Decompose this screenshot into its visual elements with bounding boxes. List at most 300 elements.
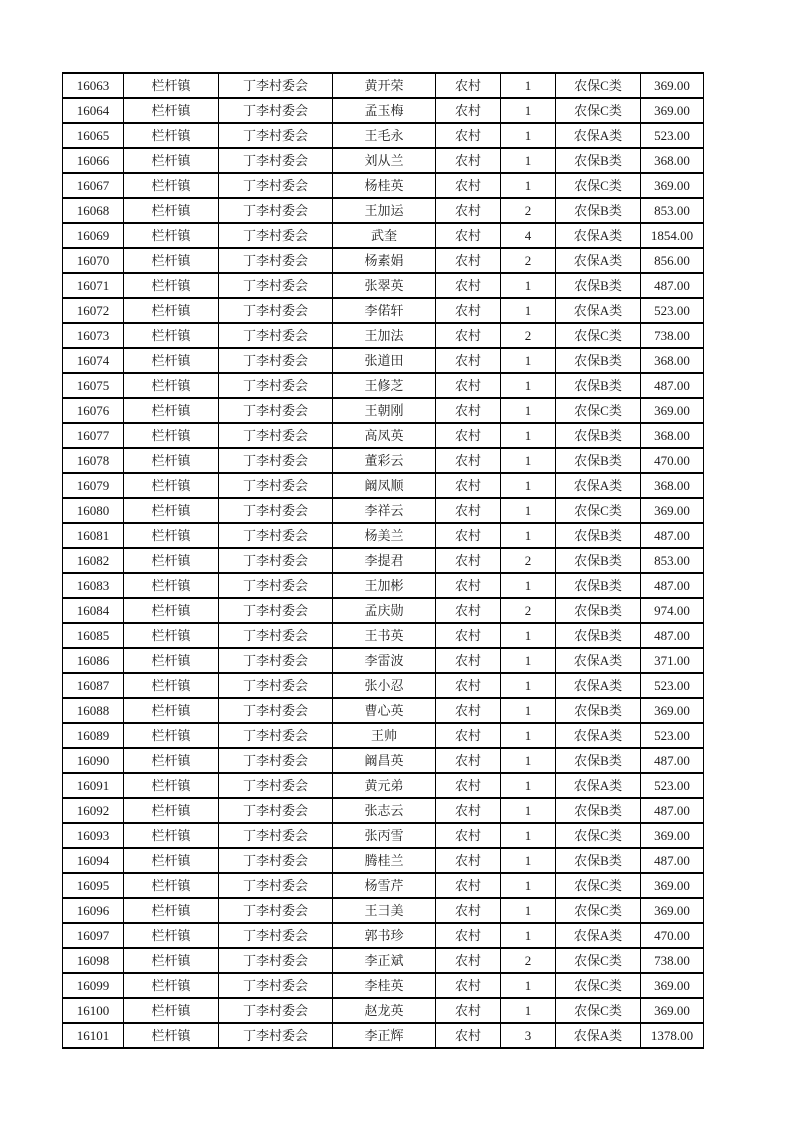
- cell-person-name: 董彩云: [333, 448, 436, 473]
- cell-town: 栏杆镇: [124, 848, 219, 873]
- table-row: [63, 523, 704, 548]
- cell-record-id: 16091: [63, 773, 124, 798]
- cell-village-committee: 丁李村委会: [219, 123, 333, 148]
- cell-record-id: 16081: [63, 523, 124, 548]
- cell-amount: 523.00: [641, 723, 704, 748]
- cell-town: 栏杆镇: [124, 323, 219, 348]
- cell-person-name: 黄元弟: [333, 773, 436, 798]
- cell-person-count: 1: [501, 648, 556, 673]
- cell-residence-type: 农村: [436, 298, 501, 323]
- cell-person-count: 1: [501, 73, 556, 98]
- cell-record-id: 16065: [63, 123, 124, 148]
- cell-person-count: 1: [501, 773, 556, 798]
- cell-person-count: 2: [501, 598, 556, 623]
- cell-village-committee: 丁李村委会: [219, 198, 333, 223]
- cell-insurance-category: 农保C类: [556, 998, 641, 1023]
- cell-residence-type: 农村: [436, 623, 501, 648]
- cell-village-committee: 丁李村委会: [219, 898, 333, 923]
- cell-insurance-category: 农保C类: [556, 398, 641, 423]
- cell-town: 栏杆镇: [124, 973, 219, 998]
- cell-person-name: 李正斌: [333, 948, 436, 973]
- cell-residence-type: 农村: [436, 698, 501, 723]
- cell-residence-type: 农村: [436, 148, 501, 173]
- cell-amount: 523.00: [641, 773, 704, 798]
- cell-village-committee: 丁李村委会: [219, 398, 333, 423]
- cell-insurance-category: 农保B类: [556, 348, 641, 373]
- cell-insurance-category: 农保B类: [556, 523, 641, 548]
- cell-record-id: 16100: [63, 998, 124, 1023]
- cell-person-name: 王加彬: [333, 573, 436, 598]
- cell-person-name: 阚凤顺: [333, 473, 436, 498]
- cell-person-count: 2: [501, 198, 556, 223]
- cell-person-name: 王修芝: [333, 373, 436, 398]
- cell-person-count: 1: [501, 448, 556, 473]
- cell-village-committee: 丁李村委会: [219, 873, 333, 898]
- cell-town: 栏杆镇: [124, 798, 219, 823]
- cell-person-count: 1: [501, 398, 556, 423]
- cell-town: 栏杆镇: [124, 948, 219, 973]
- cell-residence-type: 农村: [436, 973, 501, 998]
- cell-amount: 470.00: [641, 923, 704, 948]
- table-row: [63, 423, 704, 448]
- table-row: [63, 248, 704, 273]
- cell-person-name: 李正辉: [333, 1023, 436, 1048]
- cell-record-id: 16094: [63, 848, 124, 873]
- cell-person-count: 1: [501, 423, 556, 448]
- table-row: [63, 548, 704, 573]
- cell-town: 栏杆镇: [124, 148, 219, 173]
- cell-village-committee: 丁李村委会: [219, 298, 333, 323]
- cell-village-committee: 丁李村委会: [219, 223, 333, 248]
- cell-insurance-category: 农保B类: [556, 373, 641, 398]
- cell-person-count: 1: [501, 273, 556, 298]
- cell-person-name: 李雷波: [333, 648, 436, 673]
- cell-village-committee: 丁李村委会: [219, 523, 333, 548]
- cell-amount: 369.00: [641, 898, 704, 923]
- table-row: [63, 698, 704, 723]
- cell-person-name: 王彐美: [333, 898, 436, 923]
- cell-amount: 738.00: [641, 948, 704, 973]
- cell-village-committee: 丁李村委会: [219, 173, 333, 198]
- cell-village-committee: 丁李村委会: [219, 648, 333, 673]
- cell-insurance-category: 农保B类: [556, 423, 641, 448]
- cell-person-count: 1: [501, 898, 556, 923]
- cell-town: 栏杆镇: [124, 648, 219, 673]
- cell-person-count: 1: [501, 998, 556, 1023]
- cell-residence-type: 农村: [436, 448, 501, 473]
- cell-amount: 487.00: [641, 523, 704, 548]
- table-row: [63, 273, 704, 298]
- cell-person-count: 1: [501, 148, 556, 173]
- cell-town: 栏杆镇: [124, 1023, 219, 1048]
- cell-amount: 368.00: [641, 473, 704, 498]
- cell-amount: 368.00: [641, 148, 704, 173]
- cell-person-count: 1: [501, 973, 556, 998]
- table-row: [63, 873, 704, 898]
- cell-person-count: 1: [501, 673, 556, 698]
- cell-record-id: 16087: [63, 673, 124, 698]
- cell-village-committee: 丁李村委会: [219, 698, 333, 723]
- cell-town: 栏杆镇: [124, 398, 219, 423]
- cell-amount: 853.00: [641, 548, 704, 573]
- table-row: [63, 773, 704, 798]
- cell-village-committee: 丁李村委会: [219, 348, 333, 373]
- cell-record-id: 16072: [63, 298, 124, 323]
- cell-town: 栏杆镇: [124, 448, 219, 473]
- cell-village-committee: 丁李村委会: [219, 373, 333, 398]
- cell-person-name: 赵龙英: [333, 998, 436, 1023]
- cell-person-name: 阚昌英: [333, 748, 436, 773]
- cell-insurance-category: 农保A类: [556, 673, 641, 698]
- cell-insurance-category: 农保C类: [556, 973, 641, 998]
- cell-amount: 523.00: [641, 673, 704, 698]
- cell-record-id: 16098: [63, 948, 124, 973]
- table-row: [63, 973, 704, 998]
- cell-village-committee: 丁李村委会: [219, 773, 333, 798]
- cell-town: 栏杆镇: [124, 523, 219, 548]
- table-row: [63, 623, 704, 648]
- cell-person-count: 1: [501, 873, 556, 898]
- cell-person-name: 张志云: [333, 798, 436, 823]
- cell-residence-type: 农村: [436, 848, 501, 873]
- cell-village-committee: 丁李村委会: [219, 248, 333, 273]
- cell-insurance-category: 农保C类: [556, 498, 641, 523]
- cell-record-id: 16063: [63, 73, 124, 98]
- table-row: [63, 323, 704, 348]
- cell-town: 栏杆镇: [124, 373, 219, 398]
- cell-person-count: 1: [501, 498, 556, 523]
- table-row: [63, 823, 704, 848]
- cell-record-id: 16096: [63, 898, 124, 923]
- cell-insurance-category: 农保B类: [556, 273, 641, 298]
- cell-person-name: 王毛永: [333, 123, 436, 148]
- cell-amount: 369.00: [641, 73, 704, 98]
- cell-village-committee: 丁李村委会: [219, 673, 333, 698]
- cell-person-count: 4: [501, 223, 556, 248]
- cell-village-committee: 丁李村委会: [219, 573, 333, 598]
- table-row: [63, 373, 704, 398]
- cell-insurance-category: 农保A类: [556, 298, 641, 323]
- cell-residence-type: 农村: [436, 123, 501, 148]
- cell-amount: 368.00: [641, 348, 704, 373]
- cell-amount: 738.00: [641, 323, 704, 348]
- cell-amount: 369.00: [641, 973, 704, 998]
- cell-village-committee: 丁李村委会: [219, 623, 333, 648]
- cell-residence-type: 农村: [436, 73, 501, 98]
- cell-residence-type: 农村: [436, 248, 501, 273]
- cell-town: 栏杆镇: [124, 73, 219, 98]
- cell-person-name: 高凤英: [333, 423, 436, 448]
- cell-residence-type: 农村: [436, 598, 501, 623]
- cell-town: 栏杆镇: [124, 998, 219, 1023]
- cell-person-count: 1: [501, 298, 556, 323]
- table-row: [63, 298, 704, 323]
- cell-person-count: 1: [501, 823, 556, 848]
- cell-residence-type: 农村: [436, 273, 501, 298]
- cell-residence-type: 农村: [436, 648, 501, 673]
- table-row: [63, 448, 704, 473]
- table-row: [63, 798, 704, 823]
- cell-residence-type: 农村: [436, 723, 501, 748]
- cell-village-committee: 丁李村委会: [219, 998, 333, 1023]
- cell-residence-type: 农村: [436, 773, 501, 798]
- cell-residence-type: 农村: [436, 198, 501, 223]
- cell-insurance-category: 农保A类: [556, 723, 641, 748]
- table-row: [63, 673, 704, 698]
- cell-amount: 369.00: [641, 98, 704, 123]
- cell-person-count: 1: [501, 373, 556, 398]
- cell-person-count: 2: [501, 948, 556, 973]
- cell-residence-type: 农村: [436, 873, 501, 898]
- cell-residence-type: 农村: [436, 948, 501, 973]
- cell-person-name: 李提君: [333, 548, 436, 573]
- cell-record-id: 16090: [63, 748, 124, 773]
- cell-residence-type: 农村: [436, 998, 501, 1023]
- cell-amount: 487.00: [641, 273, 704, 298]
- cell-residence-type: 农村: [436, 673, 501, 698]
- cell-residence-type: 农村: [436, 373, 501, 398]
- cell-record-id: 16092: [63, 798, 124, 823]
- cell-insurance-category: 农保A类: [556, 923, 641, 948]
- cell-insurance-category: 农保B类: [556, 148, 641, 173]
- cell-insurance-category: 农保B类: [556, 848, 641, 873]
- cell-record-id: 16070: [63, 248, 124, 273]
- cell-record-id: 16095: [63, 873, 124, 898]
- cell-record-id: 16097: [63, 923, 124, 948]
- cell-insurance-category: 农保C类: [556, 898, 641, 923]
- cell-insurance-category: 农保B类: [556, 698, 641, 723]
- cell-amount: 487.00: [641, 848, 704, 873]
- cell-town: 栏杆镇: [124, 598, 219, 623]
- cell-person-name: 杨素娟: [333, 248, 436, 273]
- cell-person-name: 张道田: [333, 348, 436, 373]
- cell-record-id: 16080: [63, 498, 124, 523]
- cell-record-id: 16076: [63, 398, 124, 423]
- table-row: [63, 923, 704, 948]
- cell-town: 栏杆镇: [124, 873, 219, 898]
- cell-person-count: 1: [501, 623, 556, 648]
- cell-residence-type: 农村: [436, 798, 501, 823]
- cell-record-id: 16083: [63, 573, 124, 598]
- cell-insurance-category: 农保A类: [556, 248, 641, 273]
- table-body: [63, 73, 704, 1048]
- cell-amount: 369.00: [641, 873, 704, 898]
- cell-record-id: 16064: [63, 98, 124, 123]
- cell-amount: 470.00: [641, 448, 704, 473]
- cell-person-name: 李祥云: [333, 498, 436, 523]
- cell-town: 栏杆镇: [124, 573, 219, 598]
- cell-record-id: 16067: [63, 173, 124, 198]
- cell-village-committee: 丁李村委会: [219, 948, 333, 973]
- cell-insurance-category: 农保B类: [556, 748, 641, 773]
- cell-record-id: 16069: [63, 223, 124, 248]
- table-row: [63, 898, 704, 923]
- cell-insurance-category: 农保A类: [556, 773, 641, 798]
- cell-person-name: 孟庆勋: [333, 598, 436, 623]
- cell-record-id: 16089: [63, 723, 124, 748]
- cell-residence-type: 农村: [436, 173, 501, 198]
- cell-amount: 369.00: [641, 823, 704, 848]
- cell-person-name: 刘从兰: [333, 148, 436, 173]
- cell-record-id: 16074: [63, 348, 124, 373]
- cell-residence-type: 农村: [436, 748, 501, 773]
- cell-person-count: 1: [501, 173, 556, 198]
- cell-village-committee: 丁李村委会: [219, 723, 333, 748]
- cell-town: 栏杆镇: [124, 923, 219, 948]
- cell-person-count: 1: [501, 523, 556, 548]
- cell-insurance-category: 农保B类: [556, 623, 641, 648]
- table-row: [63, 73, 704, 98]
- cell-person-count: 2: [501, 323, 556, 348]
- cell-person-name: 腾桂兰: [333, 848, 436, 873]
- cell-town: 栏杆镇: [124, 773, 219, 798]
- cell-person-name: 武奎: [333, 223, 436, 248]
- cell-person-name: 郭书珍: [333, 923, 436, 948]
- cell-person-count: 3: [501, 1023, 556, 1048]
- cell-person-name: 王帅: [333, 723, 436, 748]
- table-row: [63, 148, 704, 173]
- cell-person-count: 2: [501, 548, 556, 573]
- cell-residence-type: 农村: [436, 223, 501, 248]
- cell-residence-type: 农村: [436, 423, 501, 448]
- table-row: [63, 473, 704, 498]
- cell-record-id: 16078: [63, 448, 124, 473]
- cell-insurance-category: 农保C类: [556, 823, 641, 848]
- cell-town: 栏杆镇: [124, 898, 219, 923]
- cell-insurance-category: 农保C类: [556, 323, 641, 348]
- table-row: [63, 998, 704, 1023]
- cell-village-committee: 丁李村委会: [219, 98, 333, 123]
- cell-record-id: 16073: [63, 323, 124, 348]
- cell-person-name: 王朝刚: [333, 398, 436, 423]
- cell-person-count: 1: [501, 98, 556, 123]
- cell-amount: 487.00: [641, 748, 704, 773]
- cell-amount: 369.00: [641, 398, 704, 423]
- cell-amount: 369.00: [641, 173, 704, 198]
- cell-town: 栏杆镇: [124, 123, 219, 148]
- cell-record-id: 16068: [63, 198, 124, 223]
- cell-record-id: 16077: [63, 423, 124, 448]
- cell-insurance-category: 农保B类: [556, 198, 641, 223]
- cell-person-count: 1: [501, 698, 556, 723]
- cell-village-committee: 丁李村委会: [219, 848, 333, 873]
- cell-residence-type: 农村: [436, 98, 501, 123]
- cell-amount: 1854.00: [641, 223, 704, 248]
- cell-town: 栏杆镇: [124, 698, 219, 723]
- cell-amount: 974.00: [641, 598, 704, 623]
- cell-record-id: 16099: [63, 973, 124, 998]
- cell-town: 栏杆镇: [124, 173, 219, 198]
- cell-village-committee: 丁李村委会: [219, 73, 333, 98]
- cell-person-count: 1: [501, 923, 556, 948]
- cell-person-name: 李桂英: [333, 973, 436, 998]
- cell-residence-type: 农村: [436, 398, 501, 423]
- cell-village-committee: 丁李村委会: [219, 423, 333, 448]
- cell-record-id: 16093: [63, 823, 124, 848]
- cell-residence-type: 农村: [436, 923, 501, 948]
- cell-record-id: 16084: [63, 598, 124, 623]
- cell-residence-type: 农村: [436, 1023, 501, 1048]
- cell-village-committee: 丁李村委会: [219, 823, 333, 848]
- cell-residence-type: 农村: [436, 323, 501, 348]
- cell-person-name: 杨雪芹: [333, 873, 436, 898]
- table-row: [63, 748, 704, 773]
- cell-person-count: 1: [501, 123, 556, 148]
- cell-amount: 369.00: [641, 498, 704, 523]
- table-row: [63, 648, 704, 673]
- cell-town: 栏杆镇: [124, 823, 219, 848]
- cell-village-committee: 丁李村委会: [219, 498, 333, 523]
- cell-insurance-category: 农保B类: [556, 598, 641, 623]
- cell-record-id: 16088: [63, 698, 124, 723]
- cell-insurance-category: 农保A类: [556, 123, 641, 148]
- table-row: [63, 398, 704, 423]
- cell-village-committee: 丁李村委会: [219, 973, 333, 998]
- table-row: [63, 723, 704, 748]
- cell-amount: 856.00: [641, 248, 704, 273]
- table-row: [63, 223, 704, 248]
- cell-town: 栏杆镇: [124, 423, 219, 448]
- cell-amount: 523.00: [641, 123, 704, 148]
- cell-person-name: 孟玉梅: [333, 98, 436, 123]
- cell-record-id: 16082: [63, 548, 124, 573]
- cell-person-count: 1: [501, 723, 556, 748]
- table-row: [63, 98, 704, 123]
- cell-insurance-category: 农保A类: [556, 648, 641, 673]
- cell-town: 栏杆镇: [124, 273, 219, 298]
- cell-record-id: 16085: [63, 623, 124, 648]
- cell-person-name: 杨美兰: [333, 523, 436, 548]
- cell-person-name: 张小忍: [333, 673, 436, 698]
- pension-roster-table: [62, 72, 704, 1049]
- cell-village-committee: 丁李村委会: [219, 798, 333, 823]
- cell-village-committee: 丁李村委会: [219, 923, 333, 948]
- cell-town: 栏杆镇: [124, 98, 219, 123]
- table-row: [63, 848, 704, 873]
- cell-person-name: 王加法: [333, 323, 436, 348]
- cell-amount: 369.00: [641, 998, 704, 1023]
- cell-village-committee: 丁李村委会: [219, 473, 333, 498]
- table-row: [63, 123, 704, 148]
- cell-village-committee: 丁李村委会: [219, 598, 333, 623]
- cell-insurance-category: 农保C类: [556, 73, 641, 98]
- cell-town: 栏杆镇: [124, 248, 219, 273]
- cell-person-name: 张翠英: [333, 273, 436, 298]
- cell-record-id: 16079: [63, 473, 124, 498]
- table-row: [63, 573, 704, 598]
- cell-person-count: 1: [501, 348, 556, 373]
- cell-amount: 487.00: [641, 373, 704, 398]
- cell-town: 栏杆镇: [124, 223, 219, 248]
- cell-person-count: 1: [501, 573, 556, 598]
- cell-town: 栏杆镇: [124, 473, 219, 498]
- cell-village-committee: 丁李村委会: [219, 273, 333, 298]
- cell-village-committee: 丁李村委会: [219, 148, 333, 173]
- cell-person-name: 张丙雪: [333, 823, 436, 848]
- cell-person-name: 黄开荣: [333, 73, 436, 98]
- cell-insurance-category: 农保C类: [556, 98, 641, 123]
- cell-person-name: 李偌轩: [333, 298, 436, 323]
- cell-amount: 487.00: [641, 623, 704, 648]
- cell-village-committee: 丁李村委会: [219, 748, 333, 773]
- cell-insurance-category: 农保C类: [556, 948, 641, 973]
- cell-record-id: 16075: [63, 373, 124, 398]
- cell-residence-type: 农村: [436, 898, 501, 923]
- cell-insurance-category: 农保C类: [556, 173, 641, 198]
- table-row: [63, 198, 704, 223]
- cell-residence-type: 农村: [436, 498, 501, 523]
- cell-amount: 853.00: [641, 198, 704, 223]
